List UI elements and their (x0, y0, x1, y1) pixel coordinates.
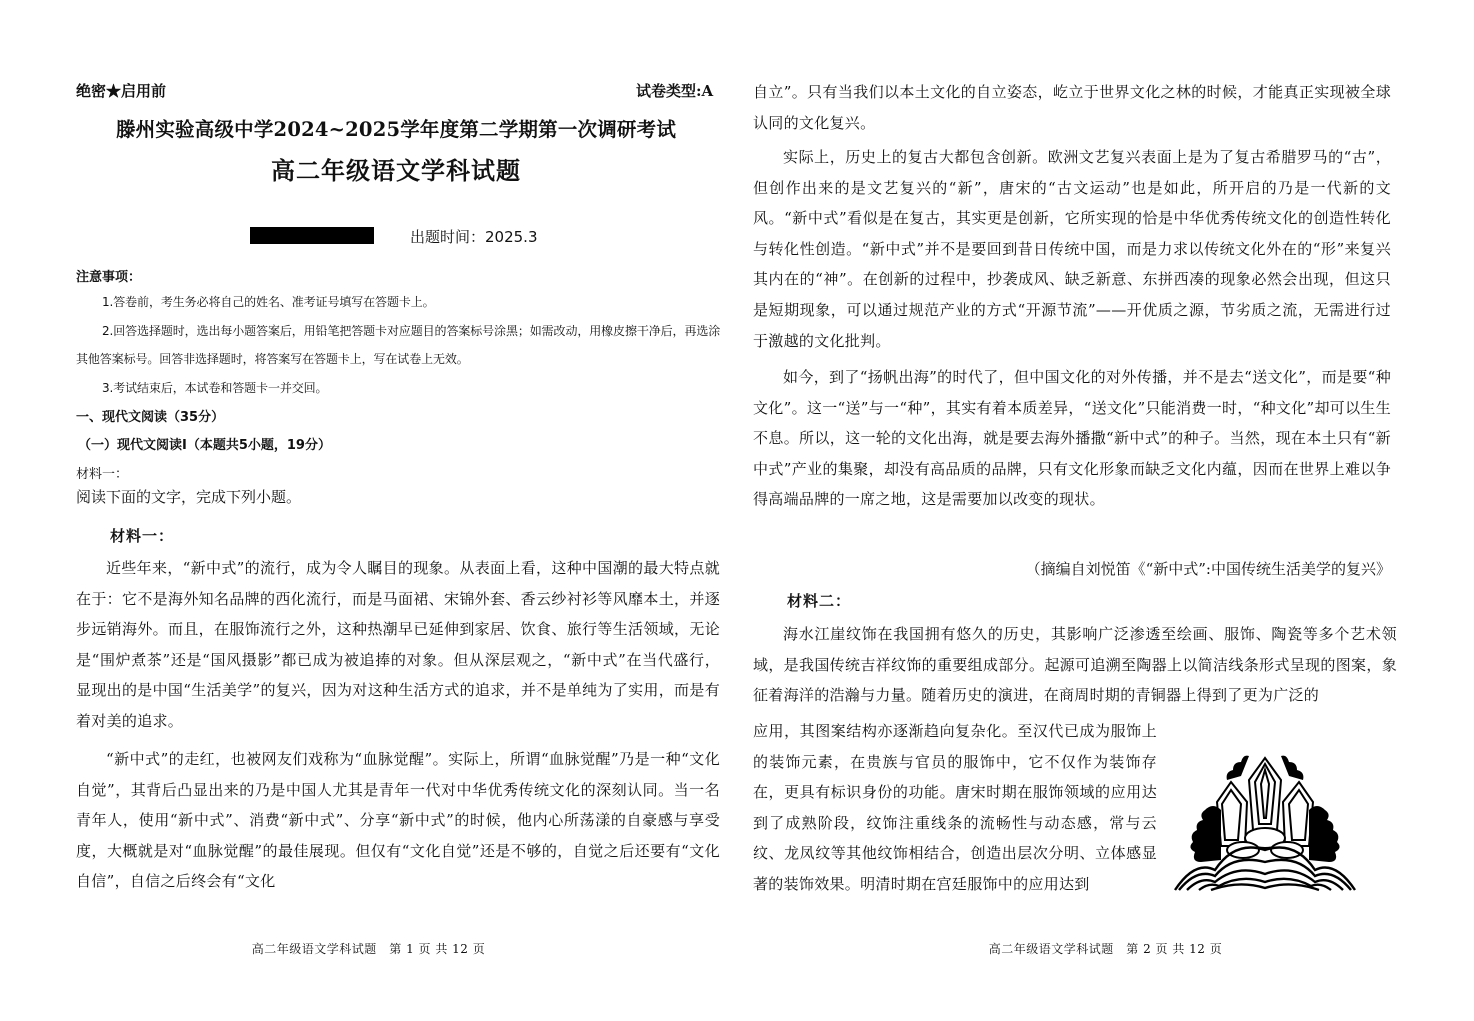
note-item-2: 2.回答选择题时，选出每小题答案后，用铅笔把答题卡对应题目的答案标号涂黑；如需改动，用橡皮擦干净后，再选涂其他答案标号。回答非选择题时，将答案写在答题卡上，写在试卷上无效。 (76, 324, 721, 366)
footer-right: 高二年级语文学科试题 第 2 页 共 12 页 (988, 942, 1223, 956)
notes-heading: 注意事项： (76, 270, 142, 285)
instruction-text: 阅读下面的文字，完成下列小题。 (76, 488, 302, 506)
section-heading: 一、现代文阅读（35分） (76, 410, 225, 425)
material-label: 材料一： (76, 467, 129, 482)
material1-paragraph-2-cont: 自立”。只有当我们以本土文化的自立姿态，屹立于世界文化之林的时候，才能真正实现被全球认同的文化复兴。 (753, 83, 1391, 132)
footer-left: 高二年级语文学科试题 第 1 页 共 12 页 (251, 942, 486, 956)
school-title: 滕州实验高级中学2024~2025学年度第二学期第一次调研考试 (115, 118, 677, 141)
note-item-1: 1.答卷前，考生务必将自己的姓名、准考证号填写在答题卡上。 (102, 295, 435, 309)
material1-paragraph-3: 实际上，历史上的复古大都包含创新。欧洲文艺复兴表面上是为了复古希腊罗马的“古”，但创作出来的是文艺复兴的“新”，唐宋的“古文运动”也是如此，所开启的乃是一代新的文风。“新中式”看似是在复古，其实更是创新，它所实现的恰是中华优秀传统文化的创造性转化与转化性创造。“新中式”并不是要回到昔日传统中国，而是力求以传统文化外在的“形”来复兴其内在的“神”。在创新的过程中，抄袭成风、缺乏新意、东拼西凑的现象必然会出现，但这只是短期现象，可以通过规范产业的方式“开源节流”——开优质之源，节劣质之流，无需进行过于激越的文化批判。 (753, 148, 1391, 350)
material2-paragraph-1-wrap: 应用，其图案结构亦逐渐趋向复杂化。至汉代已成为服饰上的装饰元素，在贵族与官员的服饰中，它不仅作为装饰存在，更具有标识身份的功能。唐宋时期在服饰领域的应用达到了成熟阶段，纹饰注重线条的流畅性与动态感，常与云纹、龙凤纹等其他纹饰相结合，创造出层次分明、立体感显著的装饰效果。明清时期在宫廷服饰中的应用达到 (753, 722, 1157, 893)
material2-heading: 材料二： (787, 592, 852, 610)
exam-date: 出题时间：2025.3 (410, 228, 538, 246)
material1-paragraph-1: 近些年来，“新中式”的流行，成为令人瞩目的现象。从表面上看，这种中国潮的最大特点就在于：它不是海外知名品牌的西化流行，而是马面裙、宋锦外套、香云纱衬衫等风靡本土，并逐步远销海外。而且，在服饰流行之外，这种热潮早已延伸到家居、饮食、旅行等生活领域，无论是“围炉煮茶”还是“国风摄影”都已成为被追捧的对象。但从深层观之，“新中式”在当代盛行，显现出的是中国“生活美学”的复兴，因为对这种生活方式的追求，并不是单纯为了实用，而是有着对美的追求。 (76, 559, 720, 730)
material1-paragraph-2: “新中式”的走红，也被网友们戏称为“血脉觉醒”。实际上，所谓“血脉觉醒”乃是一种“文化自觉”，其背后凸显出来的乃是中国人尤其是青年一代对中华优秀传统文化的深刻认同。当一名青年人，使用“新中式”、消费“新中式”、分享“新中式”的时候，他内心所荡漾的自豪感与享受度，大概就是对“血脉觉醒”的最佳展现。但仅有“文化自觉”还是不够的，自觉之后还要有“文化自信”，自信之后终会有“文化 (76, 750, 720, 891)
subject-title: 高二年级语文学科试题 (271, 156, 521, 185)
note-item-3: 3.考试结束后，本试卷和答题卡一并交回。 (102, 381, 328, 395)
subsection-heading: （一）现代文阅读Ⅰ（本题共5小题，19分） (78, 438, 331, 453)
material2-paragraph-1: 海水江崖纹饰在我国拥有悠久的历史，其影响广泛渗透至绘画、服饰、陶瓷等多个艺术领域，是我国传统吉祥纹饰的重要组成部分。起源可追溯至陶器上以简洁线条形式呈现的图案，象征着海洋的浩瀚与力量。随着历史的演进，在商周时期的青铜器上得到了更为广泛的 (753, 625, 1397, 705)
material1-paragraph-4: 如今，到了“扬帆出海”的时代了，但中国文化的对外传播，并不是去“送文化”，而是要“种文化”。这一“送”与一“种”，其实有着本质差异，“送文化”只能消费一时，“种文化”却可以生生不息。所以，这一轮的文化出海，就是要去海外播撒“新中式”的种子。当然，现在本土只有“新中式”产业的集聚，却没有高品质的品牌，只有文化形象而缺乏文化内蕴，因而在世界上难以争得高端品牌的一席之地，这是需要加以改变的现状。 (753, 368, 1391, 509)
redaction-bar (250, 227, 374, 244)
sea-cliff-pattern-illustration (1165, 750, 1365, 895)
material1-source: （摘编自刘悦笛《“新中式”:中国传统生活美学的复兴》 (1025, 560, 1391, 578)
material1-heading: 材料一： (110, 527, 175, 545)
paper-type-label: 试卷类型:A (636, 82, 714, 100)
confidential-label: 绝密★启用前 (76, 82, 167, 100)
